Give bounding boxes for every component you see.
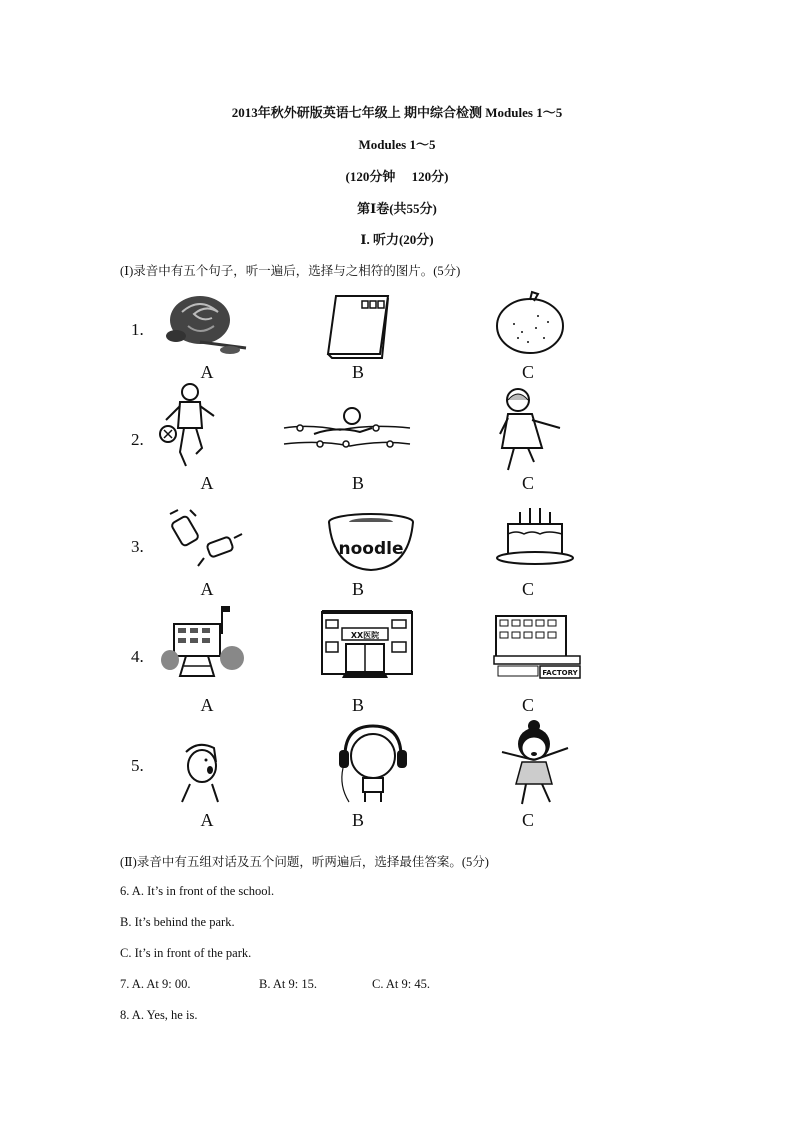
section-heading: Ⅰ. 听力(20分) [360, 232, 434, 247]
dancing-girl-icon [494, 718, 574, 812]
noodle-bowl-icon [325, 512, 417, 574]
option-label-b: B [351, 810, 364, 830]
question-number: 1. [131, 320, 144, 339]
option-label-a: A [200, 579, 214, 599]
question-number: 5. [131, 756, 144, 775]
question-7-option-b: B. At 9: 15. [259, 977, 317, 991]
exam-title: 2013年秋外研版英语七年级上 期中综合检测 Modules 1～5 [231, 105, 563, 120]
rose-icon [160, 292, 252, 358]
school-icon [160, 604, 246, 680]
factory-text: FACTORY [542, 669, 578, 677]
part2-instruction: (Ⅱ)录音中有五组对话及五个问题，听两遍后，选择最佳答案。(5分) [120, 855, 489, 869]
running-girl-icon [494, 386, 568, 476]
option-label-c: C [521, 695, 534, 715]
question-number: 2. [131, 430, 144, 449]
noodle-text: noodle [338, 539, 404, 559]
hospital-text: XX医院 [350, 631, 380, 640]
question-6-option-b: B. It’s behind the park. [120, 915, 235, 929]
exam-subtitle: Modules 1～5 [358, 137, 436, 152]
option-label-a: A [200, 695, 214, 715]
singing-boy-icon [178, 740, 226, 804]
football-boy-icon [158, 382, 220, 474]
volume-heading: 第Ⅰ卷(共55分) [357, 201, 437, 216]
option-label-b: B [351, 579, 364, 599]
orange-icon [492, 288, 568, 356]
question-number: 4. [131, 647, 144, 666]
question-7-options [120, 977, 430, 992]
birthday-cake-icon [494, 502, 576, 568]
question-number: 3. [131, 537, 144, 556]
book-icon [322, 292, 394, 360]
option-label-b: B [351, 473, 364, 493]
option-label-a: A [200, 473, 214, 493]
question-6-option-c: C. It’s in front of the park. [120, 946, 252, 960]
question-7-option-c: C. At 9: 45. [372, 977, 430, 991]
hospital-icon [318, 606, 416, 680]
option-label-a: A [200, 810, 214, 830]
option-label-c: C [521, 362, 534, 382]
option-label-c: C [521, 810, 534, 830]
swimmer-icon [280, 404, 414, 458]
factory-icon [490, 612, 582, 680]
candy-icon [164, 508, 248, 574]
question-6-option-a: 6. A. It’s in front of the school. [120, 884, 275, 898]
headphones-kid-icon [335, 722, 411, 808]
option-label-b: B [351, 695, 364, 715]
question-7-option-a: 7. A. At 9: 00. [120, 977, 191, 991]
option-label-c: C [521, 579, 534, 599]
option-label-c: C [521, 473, 534, 493]
time-score: (120分钟 120分) [345, 169, 449, 184]
part1-instruction: (Ⅰ)录音中有五个句子，听一遍后，选择与之相符的图片。(5分) [120, 264, 461, 278]
option-label-a: A [200, 362, 214, 382]
option-label-b: B [351, 362, 364, 382]
question-8-option-a: 8. A. Yes, he is. [120, 1008, 198, 1022]
